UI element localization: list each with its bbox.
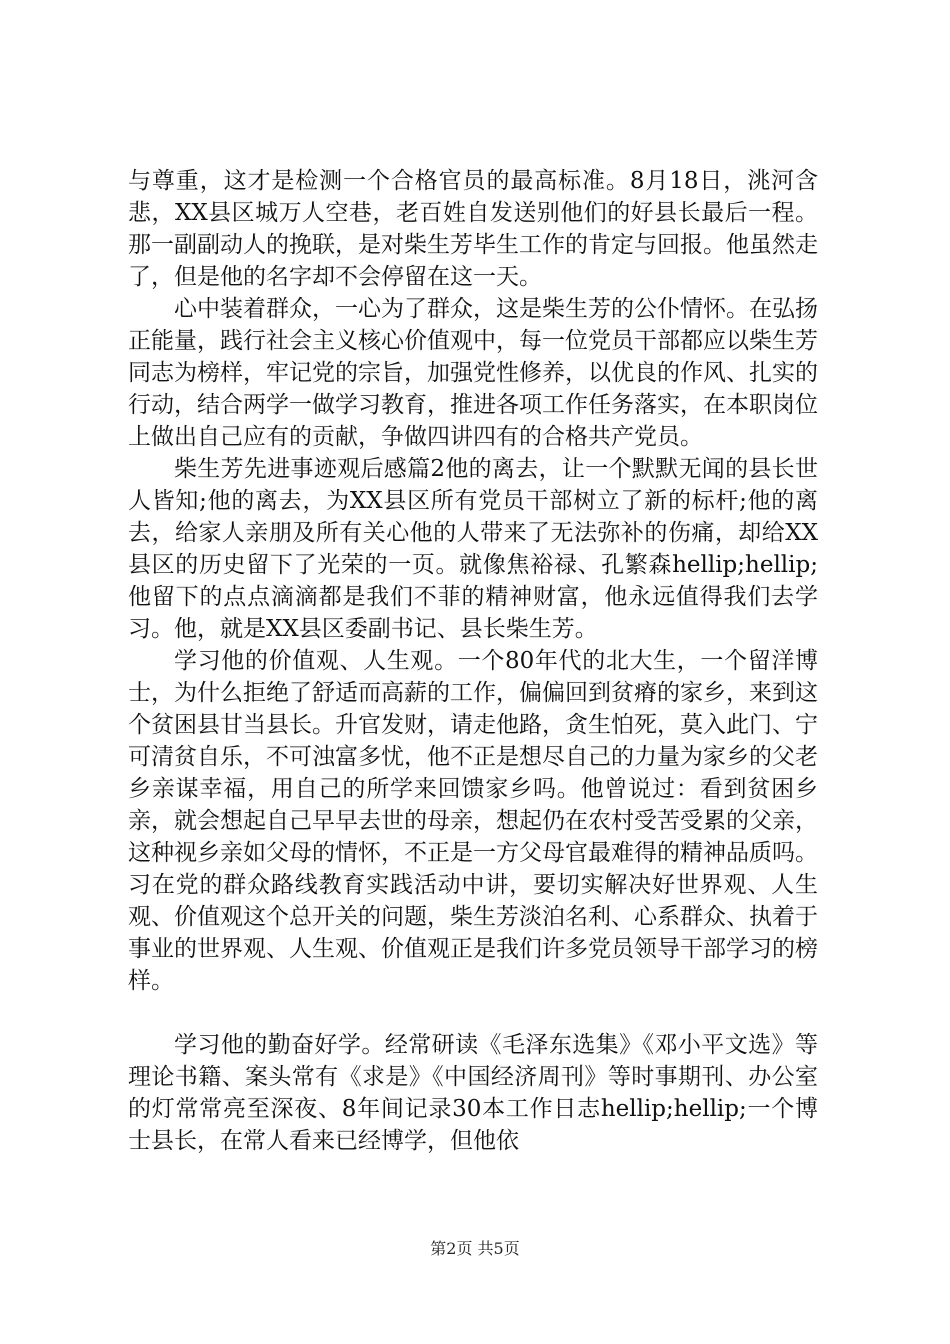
paragraph-essay-2-intro: 柴生芳先进事迹观后感篇2他的离去，让一个默默无闻的县长世人皆知;他的离去，为XX县区所有党员干部树立了新的标杆;他的离去，给家人亲朋及所有关心他的人带来了无法弥补的伤痛，却给XX县区的历史留下了光荣的一页。就像焦裕禄、孔繁森hellip;hellip;他留下的点点滴滴都是我们不菲的精神财富，他永远值得我们去学习。他，就是XX县区委副书记、县长柴生芳。 [128,456,818,642]
paragraph-public-servant: 心中装着群众，一心为了群众，这是柴生芳的公仆情怀。在弘扬正能量，践行社会主义核心价值观中，每一位党员干部都应以柴生芳同志为榜样，牢记党的宗旨，加强党性修养，以优良的作风、扎实的行动，结合两学一做学习教育，推进各项工作任务落实，在本职岗位上做出自己应有的贡献，争做四讲四有的合格共产党员。 [128,296,818,450]
paragraph-diligence: 学习他的勤奋好学。经常研读《毛泽东选集》《邓小平文选》等理论书籍、案头常有《求是》《中国经济周刊》等时事期刊、办公室的灯常常亮至深夜、8年间记录30本工作日志hellip;hellip;一个博士县长，在常人看来已经博学，但他依 [128,1032,818,1154]
document-body [128,165,818,1157]
page-number-footer: 第2页 共5页 [430,1239,520,1258]
paragraph-values: 学习他的价值观、人生观。一个80年代的北大生，一个留洋博士，为什么拒绝了舒适而高薪的工作，偏偏回到贫瘠的家乡，来到这个贫困县甘当县长。升官发财，请走他路，贪生怕死，莫入此门、宁可清贫自乐，不可浊富多忧，他不正是想尽自己的力量为家乡的父老乡亲谋幸福，用自己的所学来回馈家乡吗。他曾说过：看到贫困乡亲，就会想起自己早早去世的母亲，想起仍在农村受苦受累的父亲，这种视乡亲如父母的情怀，不正是一方父母官最难得的精神品质吗。习在党的群众路线教育实践活动中讲，要切实解决好世界观、人生观、价值观这个总开关的问题，柴生芳淡泊名利、心系群众、执着于事业的世界观、人生观、价值观正是我们许多党员领导干部学习的榜样。 [128,648,818,994]
paragraph-continuation: 与尊重，这才是检测一个合格官员的最高标准。8月18日，洮河含悲，XX县区城万人空巷，老百姓自发送别他们的好县长最后一程。那一副副动人的挽联，是对柴生芳毕生工作的肯定与回报。他虽然走了，但是他的名字却不会停留在这一天。 [128,168,818,290]
